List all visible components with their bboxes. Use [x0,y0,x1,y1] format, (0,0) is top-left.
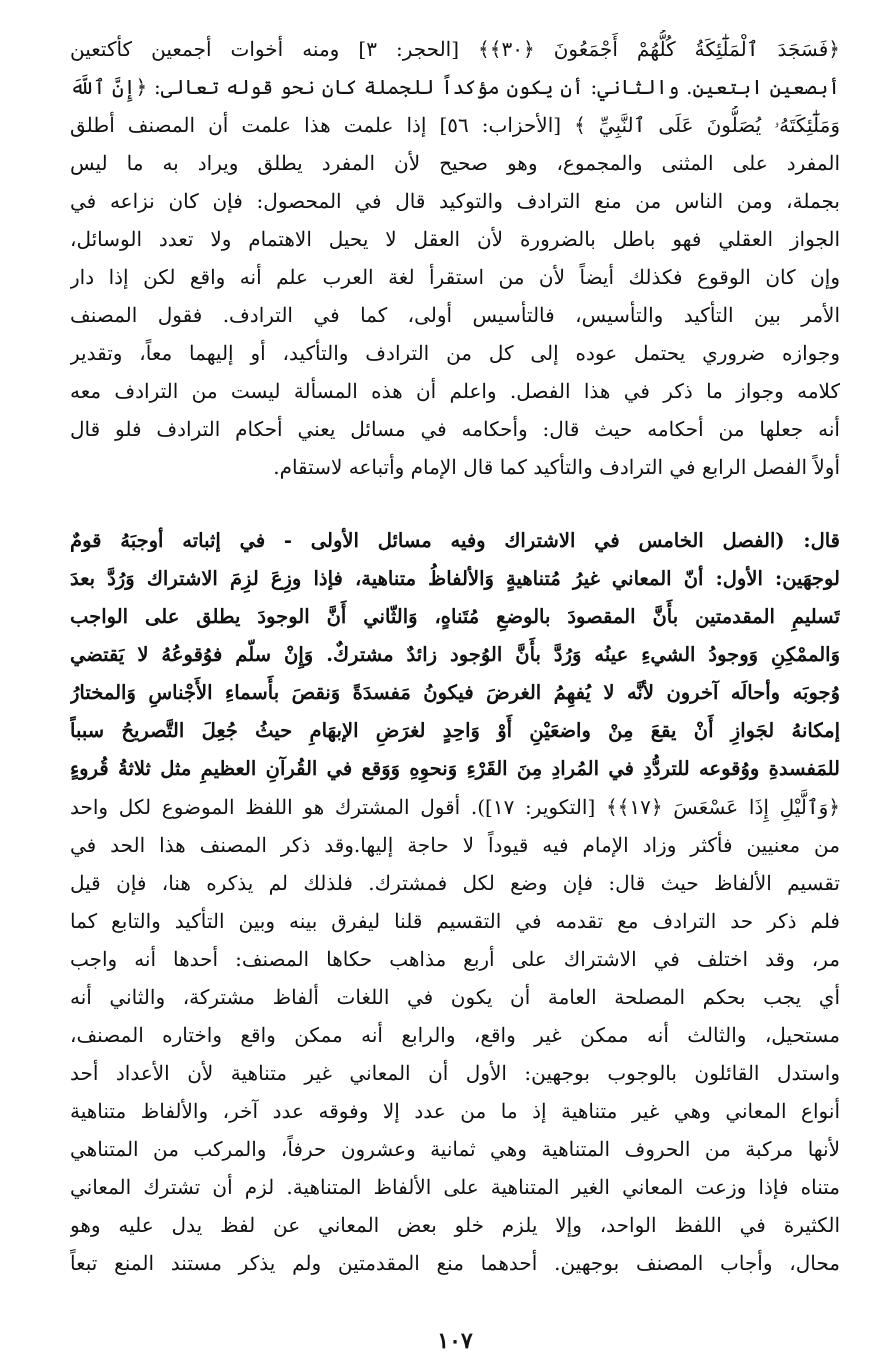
matn-line: إمكانهُ لجَوازِ أَنْ يقعَ مِنْ واضعَيْنِ أَوْ وَاحِدٍ لغرَضِ الإبهَامِ حيثُ جُعِلَ التَّصريحُ سبباً [70,719,840,742]
text-line: متناه فإذا وزعت المعاني الغير المتناهية على الألفاظ المتناهية. لزم أن تشترك المعاني [70,1175,840,1199]
text-line: وَمَلَٰٓئِكَتَهُۥ يُصَلُّونَ عَلَى ٱلنَّبِيِّ ﴾ [الأحزاب: ٥٦] إذا علمت هذا علمت أن المصنف أطلق [70,113,840,137]
text-line: أنواع المعاني وهي غير متناهية إذ ما من عدد إلا وفوقه عدد آخر، والألفاظ متناهية [70,1099,840,1123]
text-line: محال، وأجاب المصنف بوجهين. أحدهما منع المقدمتين ولم يذكر مستند المنع تبعاً [70,1251,840,1275]
text-line: كلامه وجواز ما ذكر في هذا الفصل. واعلم أن هذه المسألة ليست من الترادف معه [70,379,840,403]
text-line: واستدل القائلون بالوجوب بوجهين: الأول أن المعاني غير متناهية لأن الأعداد أحد [70,1061,840,1085]
matn-line: تَسليمِ المقدمتين بأَنَّ المقصودَ بالوضعِ مُتَناهٍ، وَالثّاني أَنَّ الوجودَ يطلق على الواجب [70,605,840,628]
text-line: الكثيرة في اللفظ الواحد، وإلا يلزم خلو بعض المعاني عن لفظ يدل عليه وهو [70,1213,840,1237]
text-line: الأمر بين التأكيد والتأسيس، فالتأسيس أولى، كما في الترادف. فقول المصنف [70,303,840,327]
text-line: وإن كان الوقوع فكذلك أيضاً لأن من استقرأ لغة العرب علم أنه واقع لكن إذا دار [70,265,840,289]
matn-line: لوجهَين: الأول: أنّ المعاني غيرُ مُتناهيةٍ وَالألفاظُ متناهية، فإذا وزِعَ لزِمَ الاشتراك وَرُدَّ بعدَ [70,567,840,590]
text-line: مستحيل، والثالث أنه ممكن غير واقع، والرابع أنه ممكن واقع واختاره المصنف، [70,1023,840,1047]
matn-line: وَالممْكِنِ وَوجودُ الشيءِ عينُه وَرُدَّ بأَنَّ الوُجود زائدٌ مشتركٌ. وَإِنْ سلّم فوُقوعُهُ لا يَقتضي [70,643,840,666]
text-line: بجملة، ومن الناس من منع الترادف والتوكيد قال في المحصول: فإن كان نزاعه في [70,189,840,213]
matn-line: وُجوبَه وأحالَه آخرون لأنَّه لا يُفهِمُ الغرضَ فيكونُ مَفسدَةً وَنقصَ بأَسماءِ الأَجْناسِ وَالمختارُ [70,681,840,704]
text-line: أي يجب بحكم المصلحة العامة أن يكون في اللغات ألفاظ مشتركة، والثاني أنه [70,985,840,1009]
text-line: الجواز العقلي فهو باطل بالضرورة لأن العقل لا يحيل الاهتمام ولا تعدد الوسائل، [70,227,840,251]
text-line: مر، وقد اختلف في الاشتراك على أربع مذاهب حكاها المصنف: أحدها أنه واجب [70,947,840,971]
text-line: أنه جعلها من أحكامه حيث قال: وأحكامه في مسائل يعني أحكام الترادف فلو قال [70,417,840,441]
matn-line: قال: (الفصل الخامس في الاشتراك وفيه مسائل الأولى - في إثباته أوجبَهُ قومٌ [70,529,840,552]
book-page [70,30,840,1354]
matn-line: للمَفسدةِ ووُقوعه للتردُّدِ في المُرادِ مِنَ القَرْءِ وَنحوِهِ وَوَقع في القُرآنِ العظيمِ مثل ثلاثةُ قُروءٍ [70,757,840,780]
text-line: ﴿وَٱلَّيْلِ إِذَا عَسْعَسَ ﴿١٧﴾﴾ [التكوير: ١٧]). أقول المشترك هو اللفظ الموضوع لكل واحد [70,795,840,819]
text-line: لأنها مركبة من الحروف المتناهية وهي ثمانية وعشرون حرفاً، والمركب من المتناهي [70,1137,840,1161]
text-line: فلم ذكر حد الترادف مع تقدمه في التقسيم قلنا ليفرق بينه وبين التأكيد والتابع كما [70,909,840,933]
text-line: أبصعين ابتعين. والثاني: أن يكون مؤكداً للجملة كان نحو قوله تعالى: ﴿إِنَّ ٱللَّهَ [70,75,840,99]
text-line: وجوازه ضروري يحتمل عوده إلى كل من الترادف والتأكيد، أو إليهما معاً، وتقدير [70,341,840,365]
text-line: المفرد على المثنى والمجموع، وهو صحيح لأن المفرد يطلق ويراد به ما ليس [70,151,840,175]
text-line: أولاً الفصل الرابع في الترادف والتأكيد كما قال الإمام وأتباعه لاستقام. [273,455,840,479]
text-line: من معنيين فأكثر وزاد الإمام فيه قيوداً لا حاجة إليها.وقد ذكر المصنف هذا الحد في [70,833,840,857]
text-line: تقسيم الألفاظ حيث قال: فإن وضع لكل فمشترك. فلذلك لم يذكره هنا، فإن قيل [70,871,840,895]
text-line: ﴿فَسَجَدَ ٱلْمَلَٰٓئِكَةُ كُلُّهُمْ أَجْمَعُونَ ﴿٣٠﴾﴾ [الحجر: ٣] ومنه أخوات أجمعين كأكتعين [70,37,840,61]
page-number: ١٠٧ [437,1328,473,1354]
